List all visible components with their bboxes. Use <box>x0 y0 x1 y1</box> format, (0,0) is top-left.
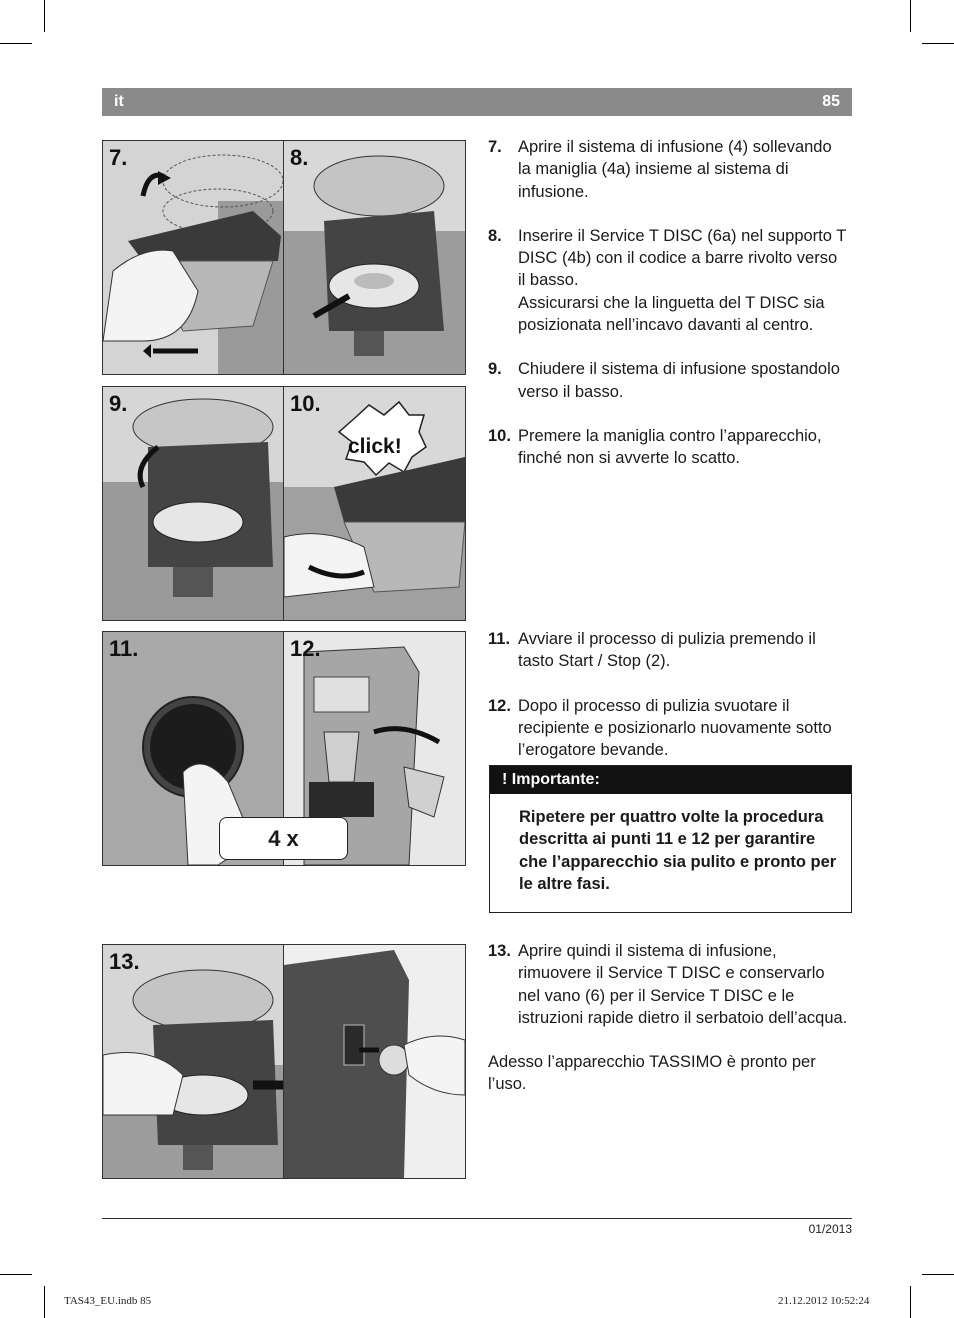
step-text: Aprire il sistema di infusione (4) sollevando la maniglia (4a) insieme al sistema di infusione. <box>518 138 832 201</box>
instruction-step-11 <box>488 628 848 673</box>
illustration-panel-7-8 <box>102 140 466 375</box>
instructions-step-13 <box>488 940 848 1096</box>
step-text: Premere la maniglia contro l’apparecchio, finché non si avverte lo scatto. <box>518 426 822 468</box>
step-text: Aprire quindi il sistema di infusione, rimuovere il Service T DISC e conservarlo nel vano (6) per il Service T DISC e le istruzioni rapide dietro il serbatoio dell’acqua. <box>518 942 848 1027</box>
instruction-step-13 <box>488 940 848 1029</box>
press-handle-illustration <box>284 387 465 620</box>
crop-mark <box>910 0 911 32</box>
instruction-step-12 <box>488 695 848 762</box>
store-disc-in-compartment-illustration <box>284 945 465 1178</box>
crop-mark <box>922 1274 954 1275</box>
step-label: 11. <box>488 630 511 648</box>
repeat-count-badge <box>219 817 348 860</box>
step-label: 9. <box>488 360 502 379</box>
illustration-step-7 <box>103 141 284 374</box>
important-text: Ripetere per quattro volte la procedura descritta ai punti 11 e 12 per garantire che l’apparecchio sia pulito e pronto per le altre fasi. <box>519 808 837 893</box>
page-number: 85 <box>822 93 840 110</box>
important-title: ! Importante: <box>490 766 851 794</box>
click-label: click! <box>348 435 402 458</box>
step-label: 12. <box>488 696 511 715</box>
instruction-step-8 <box>488 225 848 336</box>
repeat-count-label: 4 x <box>268 826 299 851</box>
header-bar <box>102 88 852 116</box>
imprint-file: TAS43_EU.indb 85 <box>64 1295 152 1307</box>
illustration-panel-9-10 <box>102 386 466 621</box>
illustration-step-10 <box>284 387 465 620</box>
step-label: 10. <box>488 426 511 445</box>
step-number: 12. <box>290 636 321 661</box>
illustration-step-13-left <box>103 945 284 1178</box>
closing-text: Adesso l’apparecchio TASSIMO è pronto per l’uso. <box>488 1053 816 1094</box>
remove-service-disc-illustration <box>103 945 283 1178</box>
imprint-datetime: 21.12.2012 10:52:24 <box>778 1295 870 1307</box>
step-number: 8. <box>290 145 309 170</box>
illustration-panel-13 <box>102 944 466 1179</box>
crop-mark <box>0 43 32 44</box>
crop-mark <box>44 0 45 32</box>
footer-date: 01/2013 <box>808 1222 852 1236</box>
instruction-step-7 <box>488 136 848 203</box>
instruction-step-9 <box>488 358 848 403</box>
step-text: Avviare il processo di pulizia premendo il tasto Start / Stop (2). <box>518 630 816 671</box>
crop-mark <box>44 1286 45 1318</box>
step-number: 9. <box>109 391 128 416</box>
step-label: 7. <box>488 138 502 156</box>
important-notice <box>489 765 852 913</box>
illustration-step-13-right <box>284 945 465 1178</box>
step-number: 13. <box>109 949 140 974</box>
step-number: 11. <box>109 636 139 661</box>
step-text: Inserire il Service T DISC (6a) nel supporto T DISC (4b) con il codice a barre rivolto verso il basso. <box>518 226 847 290</box>
open-brewing-unit-illustration <box>103 141 283 374</box>
illustration-panel-11-12 <box>102 631 466 866</box>
step-text-note: Assicurarsi che la linguetta del T DISC sia posizionata nell’incavo davanti al centro. <box>518 293 825 335</box>
language-code: it <box>114 93 124 110</box>
crop-mark <box>922 43 954 44</box>
step-text: Dopo il processo di pulizia svuotare il recipiente e posizionarlo nuovamente sotto l’erogatore bevande. <box>518 696 832 760</box>
instruction-step-10 <box>488 425 848 470</box>
step-label: 13. <box>488 942 511 960</box>
instructions-steps-7-10 <box>488 136 848 492</box>
close-brewing-unit-illustration <box>103 387 283 620</box>
instructions-steps-11-12 <box>488 628 848 783</box>
crop-mark <box>0 1274 32 1275</box>
insert-service-disc-illustration <box>284 141 465 374</box>
step-number: 7. <box>109 145 128 170</box>
illustration-step-8 <box>284 141 465 374</box>
step-number: 10. <box>290 391 321 416</box>
step-label: 8. <box>488 226 502 245</box>
footer-divider <box>102 1218 852 1219</box>
step-text: Chiudere il sistema di infusione spostandolo verso il basso. <box>518 360 840 401</box>
crop-mark <box>910 1286 911 1318</box>
illustration-step-9 <box>103 387 284 620</box>
